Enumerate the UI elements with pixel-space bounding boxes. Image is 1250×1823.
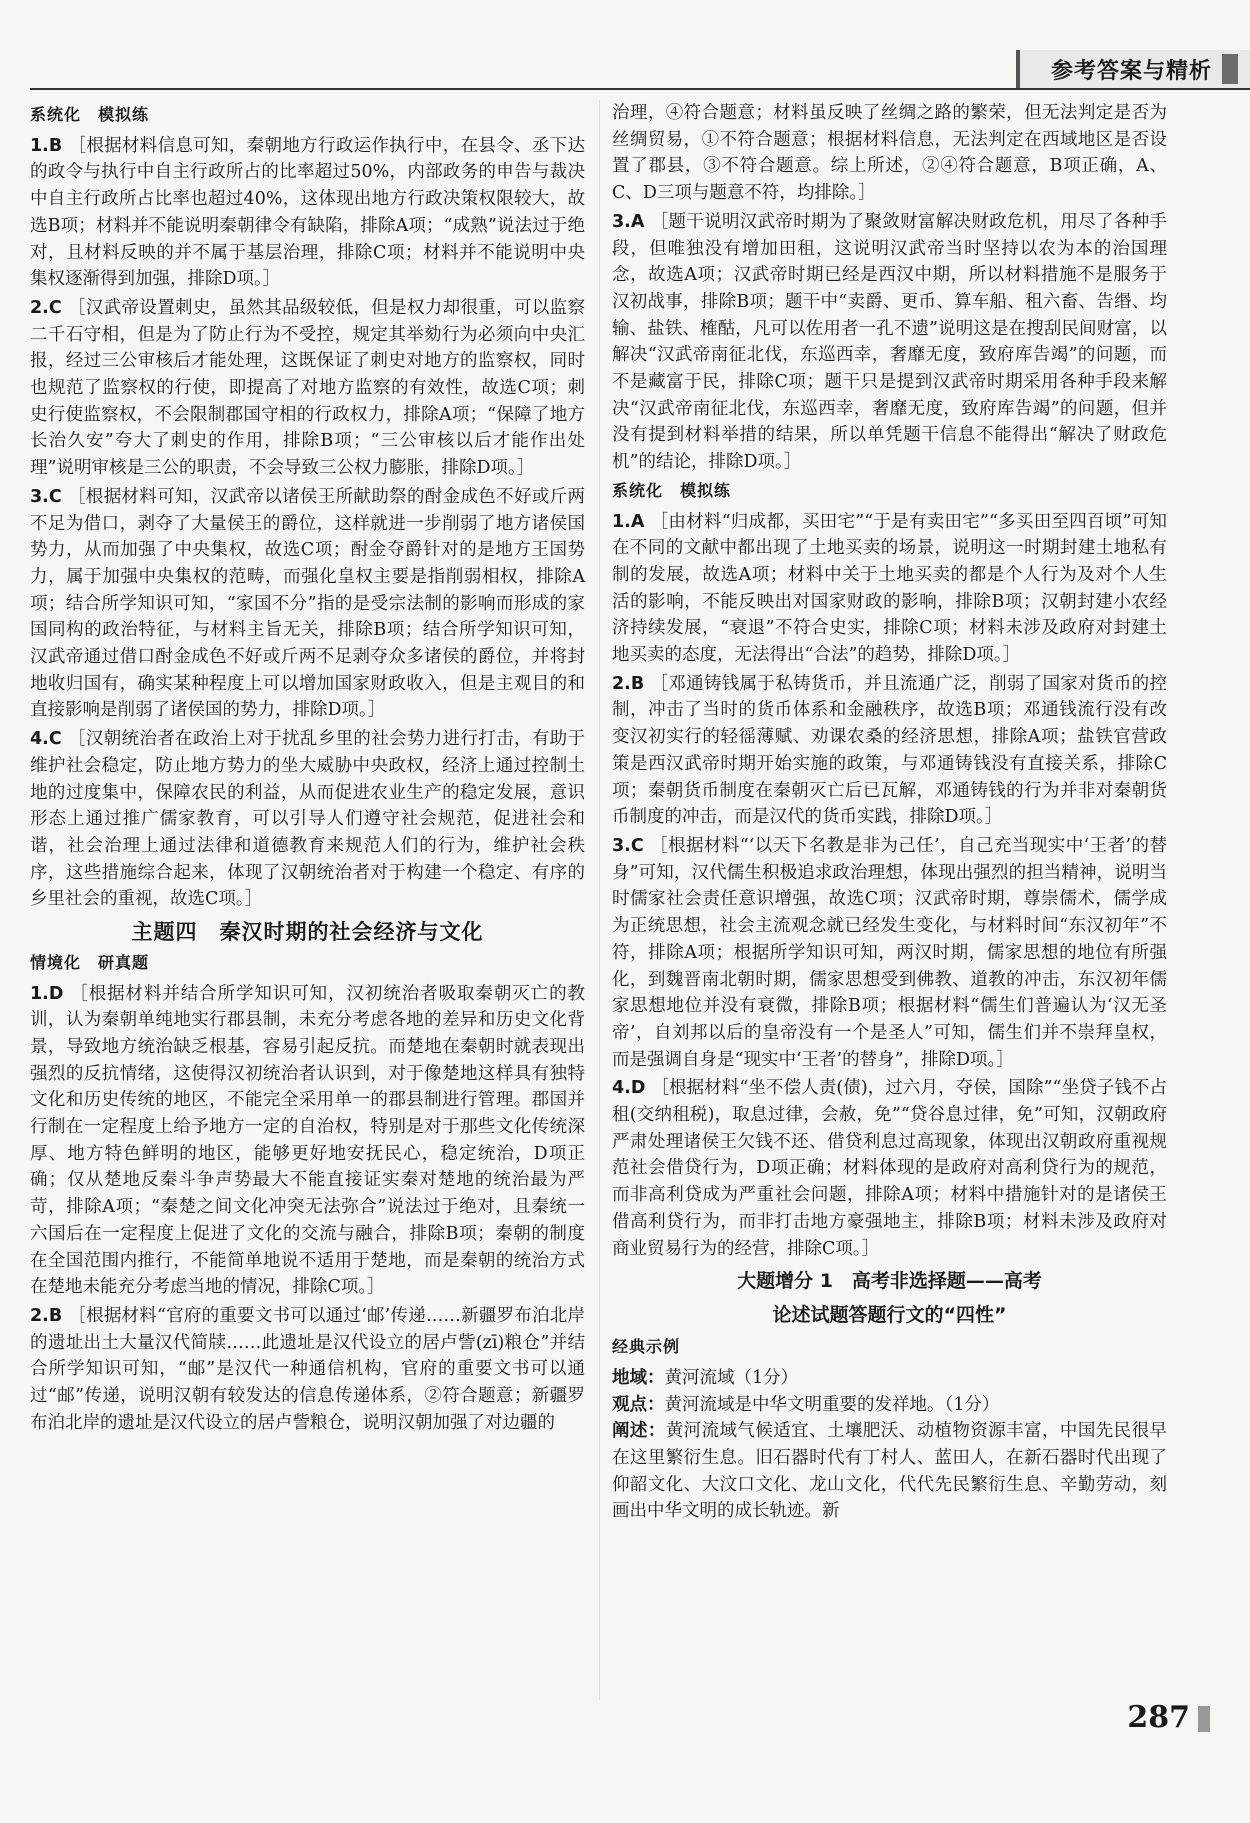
item-number: 1. — [30, 983, 49, 1004]
header-decoration — [1222, 54, 1238, 84]
item-number: 4. — [612, 1078, 631, 1099]
item-number: 1. — [612, 511, 631, 532]
section-heading: 情境化 研真题 — [30, 952, 150, 972]
item-answer: B — [630, 673, 645, 694]
item-explanation: ［根据材料“‘以天下名教是非为己任’，自己充当现实中‘王者’的替身”可知，汉代儒生积极追求政治理想，体现出强烈的担当精神，说明当时儒家社会责任意识增强，故选C项；汉武帝时期，尊崇儒术，儒学成为正统思想，社会主流观念就已经发生变化，与材料时间“东汉初年”不符，排除A项；根据所学知识可知，两汉时期，儒家思想的地位有所强化，到魏晋南北朝时期，儒家思想受到佛教、道教的冲击，东汉初年儒家思想地位并没有衰微，排除B项；根据材料“儒生们普遍认为‘汉无圣帝’，自刘邦以后的皇帝没有一个是圣人”可知，儒生们并不崇拜皇权，而是强调自身是“现实中‘王者’的替身”，排除D项。］ — [612, 835, 1167, 1070]
item-answer: D — [630, 1078, 646, 1099]
topic-heading: 主题四 秦汉时期的社会经济与文化 — [131, 920, 484, 945]
item-explanation: ［根据材料“坐不偿人责(债)，过六月，夺侯，国除”“坐贷子钱不占租(交纳租税)，取息过律，会赦，免”“贷谷息过律，免”可知，汉朝政府严肃处理诸侯王欠钱不还、借贷利息过高现象，体现出汉朝政府重视规范社会借贷行为，D项正确；材料体现的是政府对高利贷行为的规范，而非高利贷成为严重社会问题，排除A项；材料中措施针对的是诸侯王借高利贷行为，而非打击地方豪强地主，排除B项；材料未涉及政府对商业贸易行为的经营，排除C项。］ — [612, 1078, 1167, 1259]
item-answer: C — [630, 835, 644, 856]
item-explanation: ［由材料“归成都，买田宅”“于是有卖田宅”“多买田至四百顷”可知在不同的文献中都出现了土地买卖的场景，说明这一时期封建土地私有制的发展，故选A项；材料中关于土地买卖的都是个人行为及对个人生活的影响，不能反映出对国家财政的影响，排除B项；汉朝封建小农经济持续发展，“衰退”不符合史实，排除C项；材料未涉及政府对封建土地买卖的态度，无法得出“合法”的趋势，排除D项。］ — [612, 511, 1167, 666]
item-explanation: ［根据材料并结合所学知识可知，汉初统治者吸取秦朝灭亡的教训，认为秦朝单纯地实行郡县制，未充分考虑各地的差异和历史文化背景，导致地方统治缺乏根基，容易引起反抗。而楚地在秦朝时就表现出强烈的反抗情绪，这使得汉初统治者认识到，对于像楚地这样具有独特文化和历史传统的地区，不能完全采用单一的郡县制进行管理。郡国并行制在一定程度上给予地方一定的自治权，特别是对于那些文化传统深厚、地方特色鲜明的地区，能够更好地安抚民心，稳定统治，D项正确；仅从楚地反秦斗争声势最大不能直接证实秦对楚地的统治最为严苛，排除A项；“秦楚之间文化冲突无法弥合”说法过于绝对，且秦统一六国后在一定程度上促进了文化的交流与融合，排除B项；秦朝的制度在全国范围内推行，不能简单地说不适用于楚地，而是秦朝的统治方式在楚地未能充分考虑当地的情况，排除C项。］ — [30, 983, 585, 1298]
example-label: 地域： — [612, 1367, 665, 1388]
answer-continuation: 治理，④符合题意；材料虽反映了丝绸之路的繁荣，但无法判定是否为丝绸贸易，①不符合题意；根据材料信息，无法判定在西域地区是否设置了郡县，③不符合题意。综上所述，②④符合题意，B项正确，A、C、D三项与题意不符，均排除。］ — [612, 103, 1167, 204]
example-heading: 经典示例 — [612, 1337, 681, 1357]
example-label: 观点： — [612, 1394, 665, 1415]
item-answer: B — [48, 135, 63, 156]
item-explanation: ［题干说明汉武帝时期为了聚敛财富解决财政危机，用尽了各种手段，但唯独没有增加田租，这说明汉武帝当时坚持以农为本的治国理念，故选A项；汉武帝时期已经是西汉中期，所以材料措施不是服务于汉初战事，排除B项；题干中“卖爵、更币、算车船、租六畜、告缗、均输、盐铁、榷酤，凡可以佐用者一孔不遗”说明这是在搜刮民间财富，以解决“汉武帝南征北伐，东巡西幸，奢靡无度，致府库告竭”的问题，而不是藏富于民，排除C项；题干只是提到汉武帝时期采用各种手段来解决“汉武帝南征北伐，东巡西幸，奢靡无度，致府库告竭”的问题，但并没有提到材料举措的结果，所以单凭题干信息不能得出“解决了财政危机”的结论，排除D项。］ — [612, 211, 1167, 473]
example-elaboration — [612, 1418, 1167, 1525]
item-explanation: ［邓通铸钱属于私铸货币，并且流通广泛，削弱了国家对货币的控制，冲击了当时的货币体系和金融秩序，故选B项；邓通钱流行没有改变汉初实行的轻徭薄赋、劝课农桑的经济思想，排除A项；盐铁官营政策是西汉武帝时期开始实施的政策，与邓通铸钱没有直接关系，排除C项；秦朝货币制度在秦朝灭亡后已瓦解，邓通铸钱的行为并非对秦朝货币制度的冲击，而是汉代的货币实践，排除D项。］ — [612, 673, 1167, 828]
right-column — [612, 100, 1167, 1525]
item-answer: A — [630, 511, 645, 532]
item-answer: B — [48, 1305, 63, 1326]
answer-item — [30, 133, 585, 293]
item-explanation: ［根据材料信息可知，秦朝地方行政运作执行中，在县令、丞下达的政令与执行中自主行政所占的比率超过50%，内部政务的申告与裁决中自主行政所占比率也超过40%，这体现出地方行政决策权限较大，故选B项；材料并不能说明秦朝律令有缺陷，排除A项；“成熟”说法过于绝对，且材料反映的并不属于基层治理，排除C项；材料并不能说明中央集权逐渐得到加强，排除D项。］ — [30, 135, 585, 290]
header-rule — [30, 88, 1250, 90]
answer-item — [30, 295, 585, 482]
page-number: 287 — [1127, 1700, 1190, 1735]
item-answer: C — [48, 486, 62, 507]
item-number: 2. — [30, 1305, 49, 1326]
answer-item — [30, 1303, 585, 1437]
item-answer: C — [48, 729, 62, 750]
item-number: 2. — [612, 673, 631, 694]
item-explanation: ［根据材料可知，汉武帝以诸侯王所献助祭的酎金成色不好或斤两不足为借口，剥夺了大量侯王的爵位，这样就进一步削弱了地方诸侯国势力，从而加强了中央集权，故选C项；酎金夺爵针对的是地方王国势力，属于加强中央集权的范畴，而强化皇权主要是指削弱相权，排除A项；结合所学知识可知，“家国不分”指的是受宗法制的影响而形成的家国同构的政治特征，与材料主旨无关，排除B项；结合所学知识可知，汉武帝通过借口酎金成色不好或斤两不足剥夺众多诸侯的爵位，并将封地收归国有，确实某种程度上可以增加国家财政收入，但是主观目的和直接影响是削弱了诸侯国的势力，排除D项。］ — [30, 486, 585, 721]
item-number: 2. — [30, 297, 49, 318]
answer-item — [30, 981, 585, 1301]
item-answer: D — [48, 983, 64, 1004]
item-number: 1. — [30, 135, 49, 156]
item-number: 4. — [30, 729, 49, 750]
header-title: 参考答案与精析 — [1050, 59, 1212, 84]
example-text: 黄河流域气候适宜、土壤肥沃、动植物资源丰富，中国先民很早在这里繁衍生息。旧石器时代有丁村人、蓝田人，在新石器时代出现了仰韶文化、大汶口文化、龙山文化，代代先民繁衍生息、辛勤劳动，刻画出中华文明的成长轨迹。新 — [612, 1421, 1167, 1522]
answer-item — [30, 726, 585, 913]
answer-item — [612, 1075, 1167, 1262]
item-explanation: ［汉武帝设置刺史，虽然其品级较低，但是权力却很重，可以监察二千石守相，但是为了防止行为不受控，规定其举劾行为必须向中央汇报，经过三公审核后才能处理，这既保证了刺史对地方的监察权，同时也规范了监察权的行使，即提高了对地方监察的有效性，故选C项；刺史行使监察权，不会限制郡国守相的行政权力，排除A项；“保障了地方长治久安”夸大了刺史的作用，排除B项；“三公审核以后才能作出处理”说明审核是三公的职责，不会导致三公权力膨胀，排除D项。］ — [30, 297, 585, 479]
example-text: 黄河流域（1分） — [664, 1367, 799, 1388]
example-region — [612, 1365, 1167, 1392]
item-number: 3. — [30, 486, 49, 507]
answer-item — [612, 671, 1167, 831]
example-text: 黄河流域是中华文明重要的发祥地。（1分） — [664, 1394, 1000, 1415]
page-number-decoration — [1198, 1706, 1210, 1732]
item-number: 3. — [612, 835, 631, 856]
section-heading: 系统化 模拟练 — [30, 105, 150, 124]
example-viewpoint — [612, 1392, 1167, 1419]
chapter-title-line2: 论述试题答题行文的“四性” — [772, 1304, 1007, 1327]
item-answer: A — [630, 211, 645, 232]
item-number: 3. — [612, 211, 631, 232]
item-explanation: ［根据材料“官府的重要文书可以通过‘邮’传递……新疆罗布泊北岸的遗址出土大量汉代简牍……此遗址是汉代设立的居卢訾(zī)粮仓”并结合所学知识可知，“邮”是汉代一种通信机构，官府的重要文书可以通过“邮”传递，说明汉朝有较发达的信息传递体系，②符合题意；新疆罗布泊北岸的遗址是汉代设立的居卢訾粮仓，说明汉朝加强了对边疆的 — [30, 1305, 585, 1433]
answer-item — [612, 209, 1167, 476]
section-heading: 系统化 模拟练 — [612, 480, 732, 500]
answer-item — [612, 833, 1167, 1073]
chapter-title-line1: 大题增分 1 高考非选择题——高考 — [737, 1270, 1042, 1293]
column-divider — [599, 100, 600, 1700]
left-column — [30, 100, 585, 1438]
answer-item — [612, 509, 1167, 669]
example-label: 阐述： — [612, 1421, 666, 1442]
item-explanation: ［汉朝统治者在政治上对于扰乱乡里的社会势力进行打击，有助于维护社会稳定，防止地方势力的坐大威胁中央政权，经济上通过控制土地的过度集中，保障农民的利益，从而促进农业生产的稳定发展，意识形态上通过推广儒家教育，可以引导人们遵守社会规范，促进社会和谐，社会治理上通过法律和道德教育来规范人们的行为，维护社会秩序，这些措施综合起来，体现了汉朝统治者对于构建一个稳定、有序的乡里社会的重视，故选C项。］ — [30, 729, 585, 910]
item-answer: C — [48, 297, 62, 318]
answer-item — [30, 484, 585, 724]
